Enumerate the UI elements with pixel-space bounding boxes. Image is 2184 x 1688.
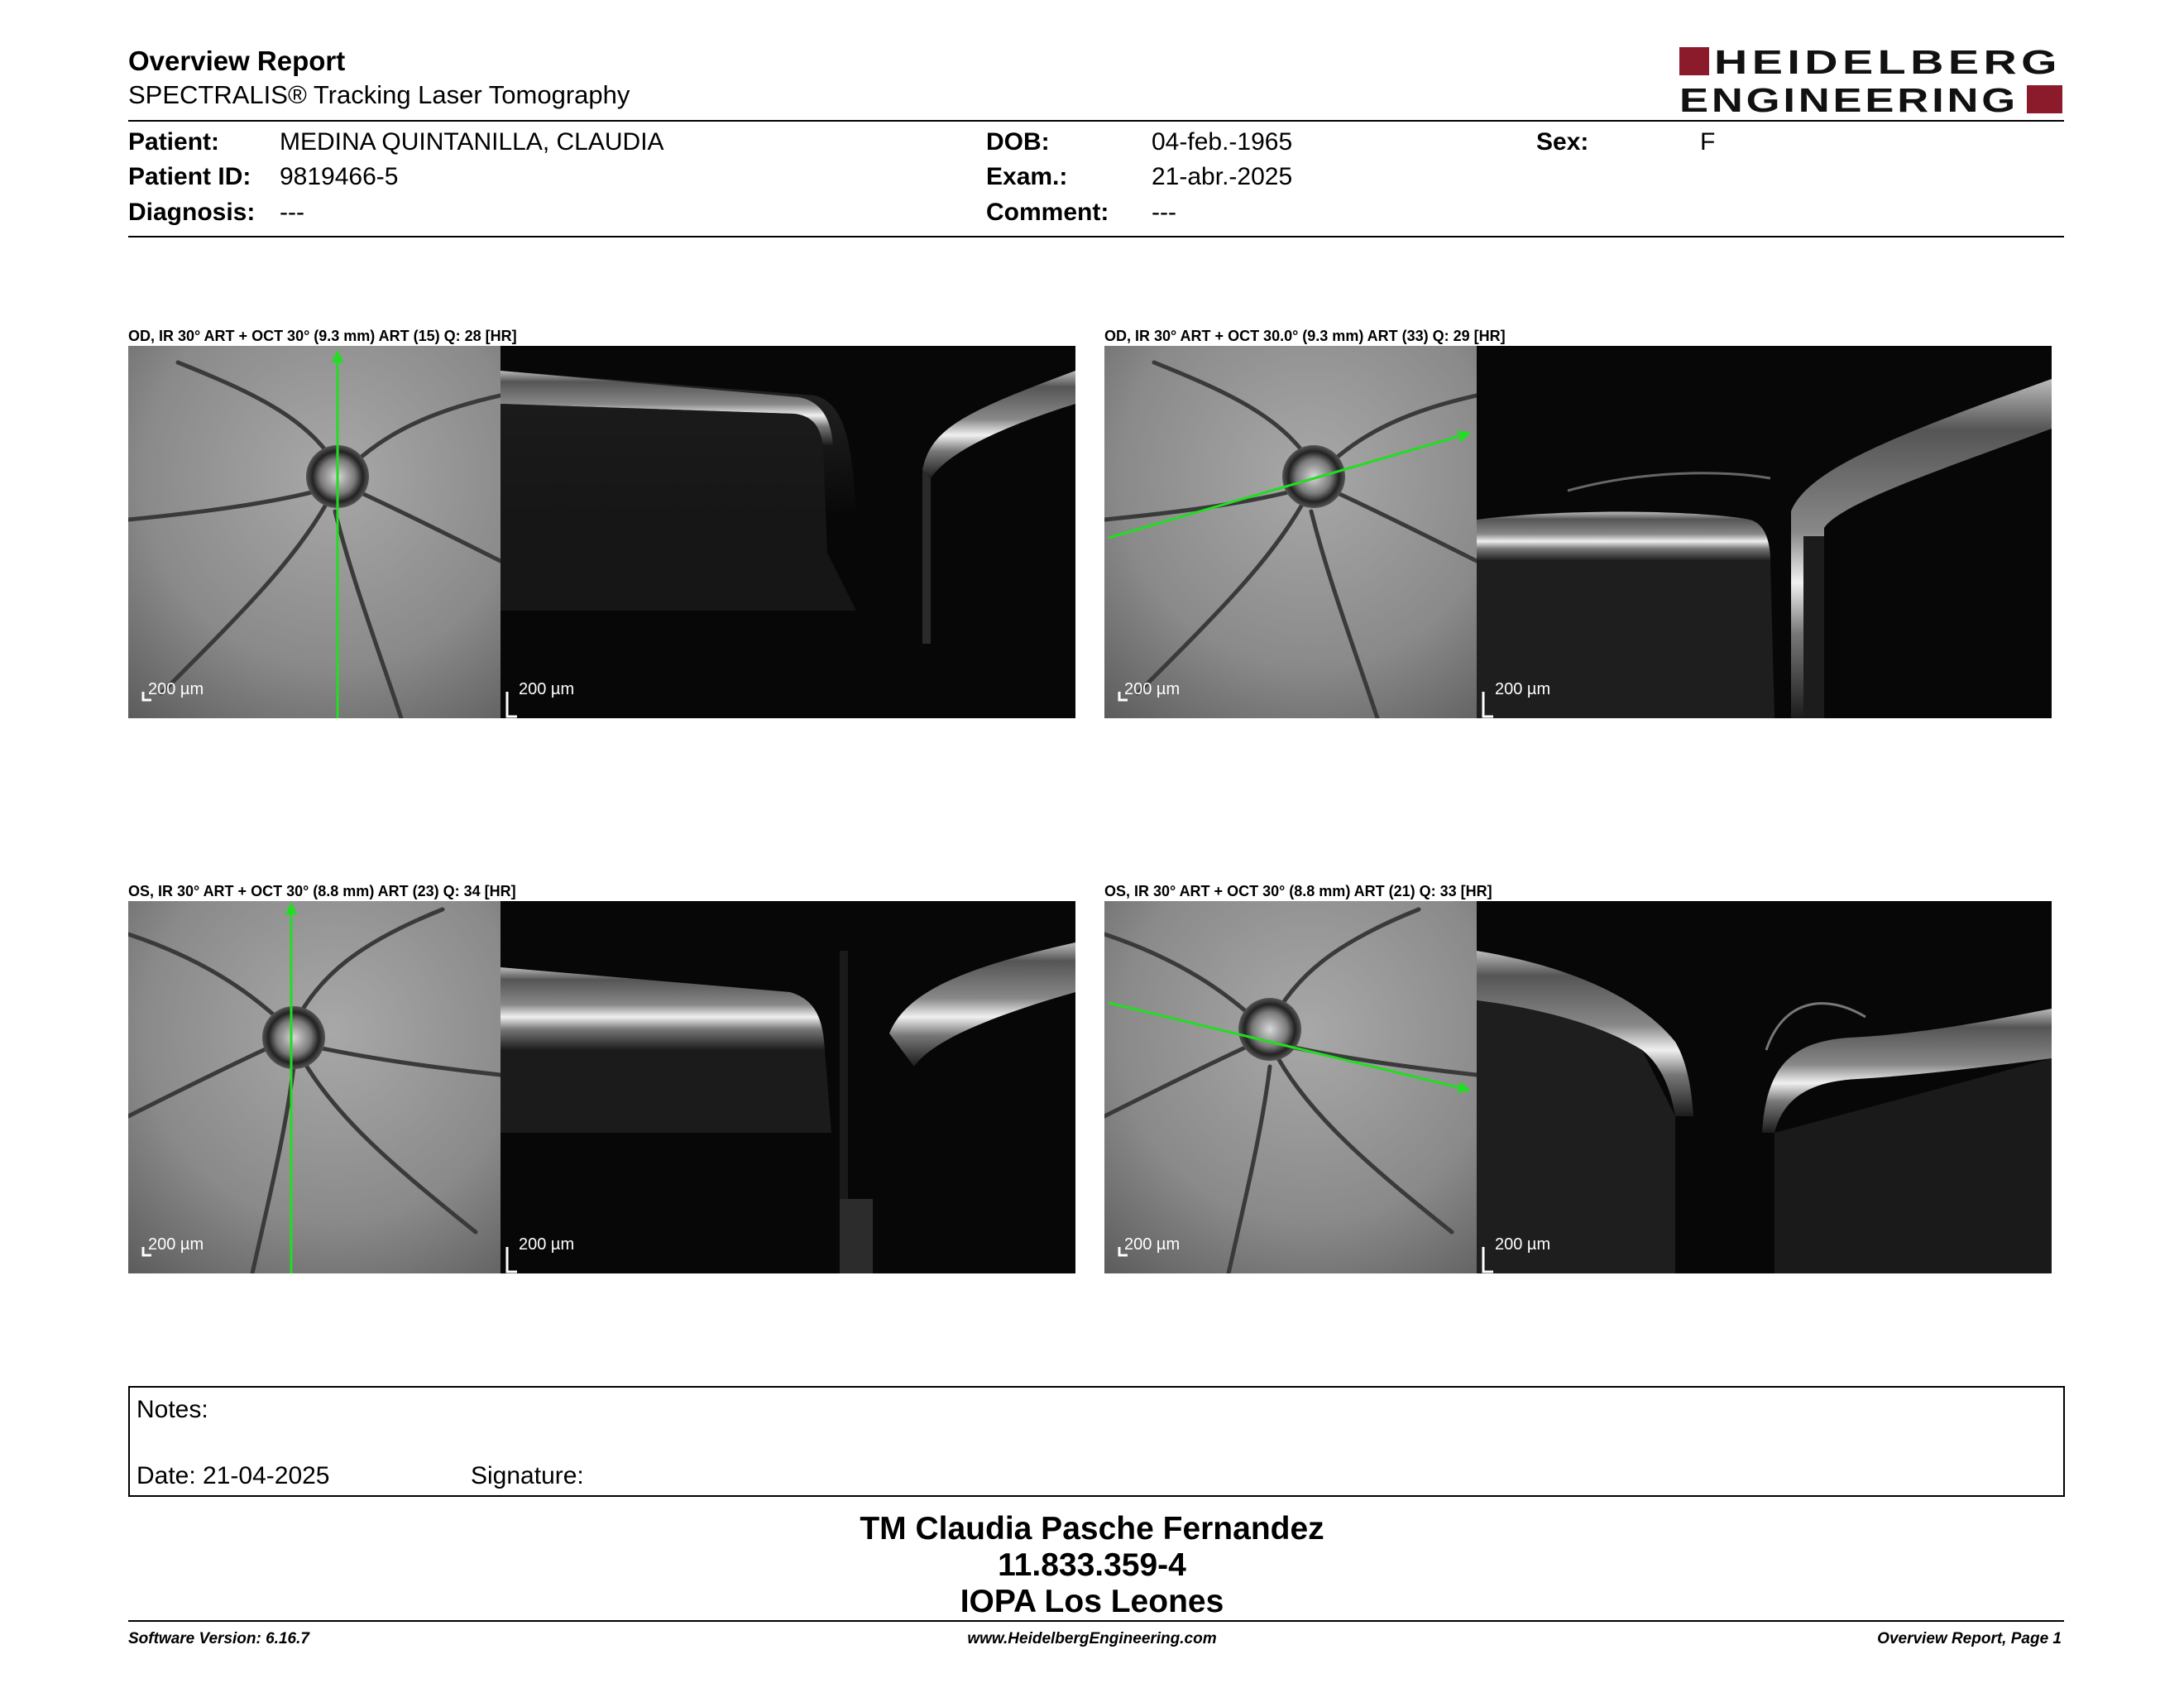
- oct-scale-label: 200 µm: [519, 680, 575, 698]
- ir-scale-label: 200 µm: [148, 1235, 204, 1254]
- footer-divider: [128, 1620, 2064, 1622]
- ir-scale-label: 200 µm: [148, 680, 204, 698]
- notes-date: Date: 21-04-2025: [136, 1462, 330, 1489]
- svg-text:ENGINEERING: ENGINEERING: [1679, 81, 2019, 116]
- scan-panel-od-2: [1104, 346, 2052, 718]
- patient-id-label: Patient ID:: [128, 163, 251, 190]
- comment-value: ---: [1152, 199, 1176, 226]
- website-link[interactable]: www.HeidelbergEngineering.com: [967, 1630, 1217, 1647]
- ir-fundus-image: [128, 346, 500, 718]
- patient-divider: [128, 236, 2064, 237]
- exam-label: Exam.:: [986, 163, 1068, 190]
- header-divider: [128, 120, 2064, 122]
- signature-label: Signature:: [471, 1462, 584, 1489]
- dob-value: 04-feb.-1965: [1152, 128, 1293, 156]
- heidelberg-logo: [1679, 46, 2064, 116]
- oct-bscan-image: [500, 346, 1075, 718]
- ir-fundus-image: [1104, 901, 1477, 1273]
- signer-name: TM Claudia Pasche Fernandez: [860, 1511, 1324, 1547]
- sex-label: Sex:: [1536, 128, 1589, 156]
- report-title: Overview Report: [128, 46, 346, 76]
- signer-rut: 11.833.359-4: [998, 1547, 1186, 1583]
- oct-bscan-image: [500, 901, 1075, 1273]
- report-subtitle: SPECTRALIS® Tracking Laser Tomography: [128, 80, 630, 109]
- sex-value: F: [1700, 128, 1716, 156]
- notes-box: [128, 1386, 2065, 1497]
- ir-scale-label: 200 µm: [1124, 1235, 1181, 1254]
- scan-panel-os-1: [128, 901, 1075, 1273]
- patient-label: Patient:: [128, 128, 220, 156]
- ir-fundus-image: [128, 901, 500, 1273]
- oct-bscan-image: [1477, 346, 2052, 718]
- comment-label: Comment:: [986, 199, 1109, 226]
- ir-scale-label: 200 µm: [1124, 680, 1181, 698]
- oct-scale-label: 200 µm: [1495, 680, 1551, 698]
- software-version: Software Version: 6.16.7: [128, 1630, 309, 1647]
- panel-1-caption: OD, IR 30° ART + OCT 30° (9.3 mm) ART (15) Q: 28 [HR]: [128, 328, 517, 344]
- page-number: Overview Report, Page 1: [1877, 1630, 2062, 1647]
- signer-institution: IOPA Los Leones: [960, 1584, 1224, 1619]
- patient-id: 9819466-5: [280, 163, 399, 190]
- panel-4-caption: OS, IR 30° ART + OCT 30° (8.8 mm) ART (21) Q: 33 [HR]: [1104, 883, 1492, 899]
- diagnosis-value: ---: [280, 199, 304, 226]
- oct-bscan-image: [1477, 901, 2052, 1273]
- oct-scale-label: 200 µm: [519, 1235, 575, 1254]
- notes-label: Notes:: [136, 1396, 208, 1423]
- diagnosis-label: Diagnosis:: [128, 199, 256, 226]
- panel-3-caption: OS, IR 30° ART + OCT 30° (8.8 mm) ART (23) Q: 34 [HR]: [128, 883, 516, 899]
- ir-fundus-image: [1104, 346, 1477, 718]
- patient-name: MEDINA QUINTANILLA, CLAUDIA: [280, 128, 664, 156]
- panel-2-caption: OD, IR 30° ART + OCT 30.0° (9.3 mm) ART (33) Q: 29 [HR]: [1104, 328, 1506, 344]
- oct-scale-label: 200 µm: [1495, 1235, 1551, 1254]
- scan-panel-os-2: [1104, 901, 2052, 1273]
- dob-label: DOB:: [986, 128, 1050, 156]
- svg-text:HEIDELBERG: HEIDELBERG: [1714, 46, 2062, 81]
- exam-date: 21-abr.-2025: [1152, 163, 1293, 190]
- scan-panel-od-1: [128, 346, 1075, 718]
